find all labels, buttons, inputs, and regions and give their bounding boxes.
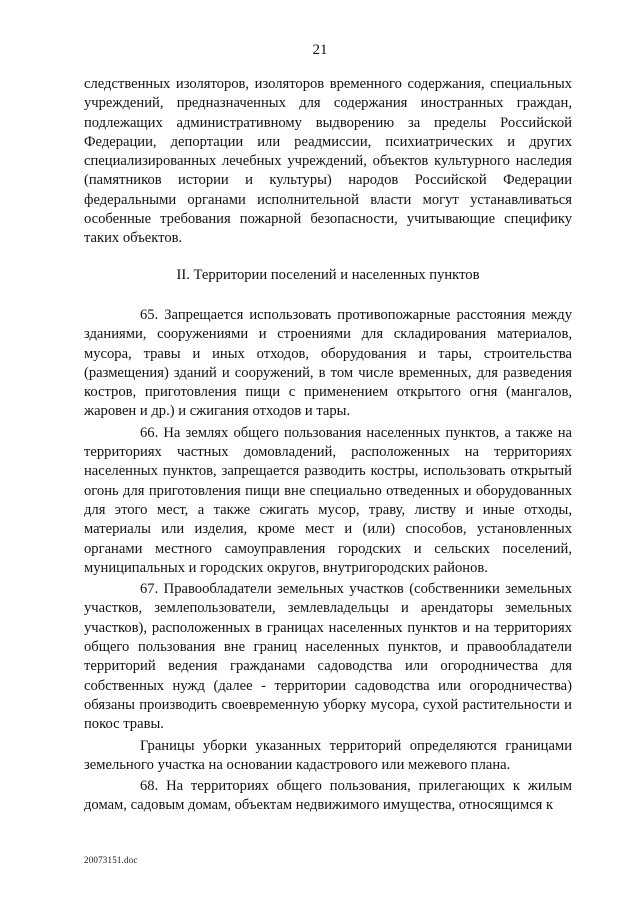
- paragraph-67-continued: Границы уборки указанных территорий определяются границами земельного участка на основании кадастрового или межевого плана.: [84, 737, 572, 773]
- paragraph-65: 65. Запрещается использовать противопожарные расстояния между зданиями, сооружениями и строениями для складирования материалов, мусора, травы и иных отходов, оборудования и тары, строительства (размещения) зданий и сооружений, в том числе временных, для разведения костров, приготовления пищи с применением открытого огня (мангалов, жаровен и др.) и сжигания отходов и тары.: [84, 306, 572, 420]
- page-number: 21: [312, 42, 328, 58]
- document-body: [84, 75, 572, 816]
- paragraph-68: 68. На территориях общего пользования, прилегающих к жилым домам, садовым домам, объектам недвижимого имущества, относящимся к: [84, 778, 572, 814]
- paragraph-continued: следственных изоляторов, изоляторов временного содержания, специальных учреждений, предназначенных для содержания иностранных граждан, подлежащих административному выдворению за пределы Российской Федерации, депортации или реадмиссии, психиатрических и других специализированных лечебных учреждений, объектов культурного наследия (памятников истории и культуры) народов Российской Федерации федеральными органами исполнительной власти могут устанавливаться особенные требования пожарной безопасности, учитывающие специфику таких объектов.: [84, 76, 572, 247]
- section-heading: II. Территории поселений и населенных пунктов: [176, 266, 480, 283]
- paragraph-66: 66. На землях общего пользования населенных пунктов, а также на территориях частных домовладений, расположенных на территориях населенных пунктов, запрещается разводить костры, использовать открытый огонь для приготовления пищи вне специально отведенных и оборудованных для этого мест, а также сжигать мусор, траву, листву и иные отходы, материалы или изделия, кроме мест и (или) способов, установленных органами местного самоуправления городских и сельских поселений, муниципальных и городских округов, внутригородских районов.: [84, 424, 572, 576]
- footer-filename: 20073151.doc: [84, 855, 138, 865]
- paragraph-67: 67. Правообладатели земельных участков (собственники земельных участков, землепользователи, землевладельцы и арендаторы земельных участков), расположенных в границах населенных пунктов и на территориях общего пользования вне границ населенных пунктов, и правообладатели территорий ведения гражданами садоводства или огородничества для собственных нужд (далее - территории садоводства или огородничества) обязаны производить своевременную уборку мусора, сухой растительности и покос травы.: [84, 581, 572, 733]
